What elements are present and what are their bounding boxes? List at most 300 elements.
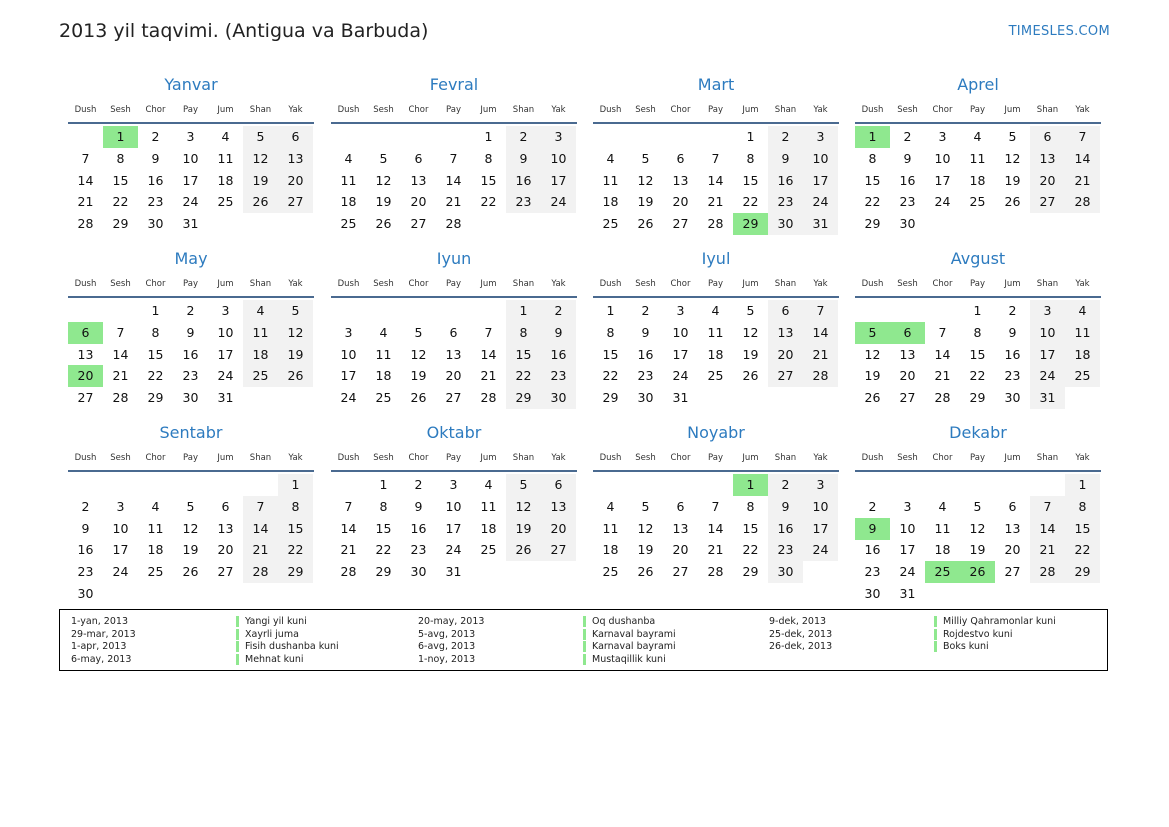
month-iyun	[331, 249, 577, 411]
day-cell: 3	[803, 126, 838, 148]
weekday-label: Jum	[1004, 279, 1021, 289]
day-cell: 20	[768, 344, 803, 366]
weekday-label: Sesh	[373, 453, 394, 463]
day-cell: 23	[182, 368, 199, 384]
day-cell: 2	[768, 126, 803, 148]
holiday-day-cell: 9	[855, 518, 890, 540]
day-cell: 23	[768, 191, 803, 213]
day-cell: 7	[243, 496, 278, 518]
day-cell: 9	[414, 498, 423, 514]
day-cell: 25	[707, 368, 724, 384]
day-cell: 10	[672, 324, 689, 340]
day-cell: 16	[410, 520, 427, 536]
weekday-label: Dush	[337, 453, 360, 463]
day-cell: 9	[1008, 324, 1017, 340]
day-cell: 16	[77, 542, 94, 558]
day-cell: 1	[746, 129, 755, 144]
day-cell: 21	[480, 368, 497, 384]
day-cell: 25	[969, 194, 986, 210]
day-cell: 29	[864, 216, 881, 232]
weekday-label: Yak	[1075, 105, 1090, 115]
day-cell: 18	[707, 346, 724, 362]
day-cell: 14	[480, 346, 497, 362]
weekday-label: Pay	[183, 105, 198, 115]
weekday-header	[593, 279, 839, 289]
day-cell: 27	[445, 390, 462, 406]
day-cell: 28	[803, 365, 838, 387]
day-cell: 17	[445, 520, 462, 536]
day-cell: 15	[375, 520, 392, 536]
day-cell: 17	[899, 542, 916, 558]
day-cell: 12	[637, 520, 654, 536]
day-cell: 18	[243, 344, 278, 366]
day-cell: 22	[602, 368, 619, 384]
day-cell: 14	[934, 346, 951, 362]
day-cell: 15	[864, 172, 881, 188]
day-cell: 17	[340, 368, 357, 384]
day-cell: 27	[672, 216, 689, 232]
day-cell: 24	[934, 194, 951, 210]
day-cell: 19	[410, 368, 427, 384]
day-cell: 11	[217, 150, 234, 166]
day-cell: 17	[803, 518, 838, 540]
day-cell: 21	[934, 368, 951, 384]
holiday-date: 5-avg, 2013	[418, 628, 476, 640]
day-cell: 9	[541, 322, 576, 344]
month-iyul	[593, 249, 839, 411]
day-cell: 25	[480, 542, 497, 558]
day-cell: 19	[637, 194, 654, 210]
day-cell: 9	[903, 150, 912, 166]
day-cell: 14	[112, 346, 129, 362]
day-cell: 29	[1065, 561, 1100, 583]
day-cell: 20	[1030, 170, 1065, 192]
day-cell: 12	[742, 324, 759, 340]
header-rule	[593, 122, 839, 124]
day-cell: 10	[217, 324, 234, 340]
day-cell: 27	[278, 191, 313, 213]
holiday-day-cell: 25	[925, 561, 960, 583]
day-cell: 12	[864, 346, 881, 362]
day-cell: 13	[410, 172, 427, 188]
day-cell: 22	[742, 542, 759, 558]
day-cell: 20	[217, 542, 234, 558]
day-cell: 8	[506, 322, 541, 344]
holiday-name: Oq dushanba	[583, 616, 655, 627]
day-cell: 18	[934, 542, 951, 558]
day-cell: 4	[344, 150, 353, 166]
day-cell: 9	[151, 150, 160, 166]
day-cell: 29	[969, 390, 986, 406]
day-cell: 18	[602, 542, 619, 558]
holiday-date: 20-may, 2013	[418, 616, 485, 627]
day-cell: 12	[969, 520, 986, 536]
day-cell: 21	[707, 542, 724, 558]
weekday-label: Yak	[288, 279, 303, 289]
day-cell: 2	[541, 300, 576, 322]
day-cell: 8	[868, 150, 877, 166]
weekday-label: Jum	[217, 453, 234, 463]
day-cell: 18	[147, 542, 164, 558]
holiday-name: Xayrli juma	[236, 629, 299, 640]
header-rule	[68, 296, 314, 298]
day-cell: 12	[243, 148, 278, 170]
day-cell: 24	[672, 368, 689, 384]
day-cell: 30	[768, 213, 803, 235]
day-cell: 24	[340, 390, 357, 406]
day-cell: 3	[903, 498, 912, 514]
day-cell: 7	[484, 324, 493, 340]
day-cell: 10	[445, 498, 462, 514]
day-cell: 18	[217, 172, 234, 188]
day-cell: 26	[375, 216, 392, 232]
weekday-label: Dush	[337, 105, 360, 115]
day-cell: 23	[506, 191, 541, 213]
weekday-label: Pay	[446, 453, 461, 463]
day-cell: 12	[375, 172, 392, 188]
weekday-label: Chor	[670, 453, 691, 463]
day-cell: 3	[803, 474, 838, 496]
day-cell: 15	[602, 346, 619, 362]
day-cell: 31	[445, 564, 462, 580]
day-cell: 23	[410, 542, 427, 558]
day-cell: 7	[116, 324, 125, 340]
day-cell: 26	[278, 365, 313, 387]
day-cell: 25	[147, 564, 164, 580]
header-rule	[68, 122, 314, 124]
day-cell: 5	[973, 498, 982, 514]
weekday-label: Yak	[813, 453, 828, 463]
day-cell: 3	[1030, 300, 1065, 322]
weekday-label: Yak	[813, 105, 828, 115]
day-cell: 30	[147, 216, 164, 232]
day-cell: 22	[112, 194, 129, 210]
holiday-list	[59, 609, 1108, 671]
day-cell: 28	[707, 216, 724, 232]
day-cell: 21	[77, 194, 94, 210]
holiday-day-cell: 6	[68, 322, 103, 344]
weekday-label: Shan	[249, 279, 272, 289]
day-cell: 19	[278, 344, 313, 366]
day-cell: 20	[541, 518, 576, 540]
day-cell: 8	[1065, 496, 1100, 518]
day-cell: 22	[506, 365, 541, 387]
day-cell: 28	[934, 390, 951, 406]
header-rule	[855, 470, 1101, 472]
day-cell: 9	[641, 324, 650, 340]
day-cell: 30	[182, 390, 199, 406]
day-cell: 21	[1030, 539, 1065, 561]
day-cell: 26	[742, 368, 759, 384]
day-cell: 13	[278, 148, 313, 170]
day-cell: 19	[243, 170, 278, 192]
day-cell: 16	[864, 542, 881, 558]
site-link[interactable]: TIMESLES.COM	[1008, 24, 1110, 39]
weekday-label: Pay	[446, 279, 461, 289]
holiday-name: Karnaval bayrami	[583, 629, 676, 640]
day-cell: 31	[803, 213, 838, 235]
day-cell: 3	[938, 129, 947, 144]
weekday-label: Yak	[288, 105, 303, 115]
day-cell: 13	[217, 520, 234, 536]
weekday-label: Jum	[1004, 453, 1021, 463]
holiday-day-cell: 26	[960, 561, 995, 583]
weekday-label: Shan	[512, 453, 535, 463]
day-cell: 26	[864, 390, 881, 406]
day-cell: 24	[217, 368, 234, 384]
holiday-date: 1-apr, 2013	[71, 641, 127, 653]
weekday-label: Pay	[708, 453, 723, 463]
day-cell: 30	[899, 216, 916, 232]
day-cell: 17	[112, 542, 129, 558]
day-cell: 2	[506, 126, 541, 148]
day-cell: 6	[768, 300, 803, 322]
holiday-name: Yangi yil kuni	[236, 616, 307, 627]
day-cell: 10	[340, 346, 357, 362]
day-cell: 17	[182, 172, 199, 188]
day-cell: 16	[768, 170, 803, 192]
day-cell: 31	[672, 390, 689, 406]
day-cell: 16	[147, 172, 164, 188]
day-cell: 7	[711, 150, 720, 166]
day-cell: 17	[217, 346, 234, 362]
weekday-label: Jum	[742, 279, 759, 289]
day-cell: 8	[606, 324, 615, 340]
holiday-name: Rojdestvo kuni	[934, 629, 1013, 640]
day-cell: 13	[1004, 520, 1021, 536]
weekday-label: Pay	[970, 453, 985, 463]
day-cell: 1	[484, 129, 493, 144]
day-cell: 3	[344, 324, 353, 340]
weekday-label: Chor	[408, 279, 429, 289]
day-cell: 20	[1004, 542, 1021, 558]
day-cell: 6	[1008, 498, 1017, 514]
day-cell: 12	[182, 520, 199, 536]
weekday-label: Dush	[599, 453, 622, 463]
day-cell: 21	[445, 194, 462, 210]
weekday-label: Pay	[970, 105, 985, 115]
day-cell: 2	[868, 498, 877, 514]
day-cell: 10	[541, 148, 576, 170]
day-cell: 2	[414, 477, 423, 492]
holiday-day-cell: 20	[68, 365, 103, 387]
weekday-label: Yak	[1075, 279, 1090, 289]
day-cell: 4	[973, 129, 982, 144]
day-cell: 28	[112, 390, 129, 406]
day-cell: 8	[151, 324, 160, 340]
weekday-label: Shan	[774, 105, 797, 115]
day-cell: 5	[506, 474, 541, 496]
day-cell: 11	[707, 324, 724, 340]
day-cell: 5	[186, 498, 195, 514]
month-name: Yanvar	[164, 75, 218, 94]
header-rule	[593, 470, 839, 472]
weekday-label: Chor	[408, 453, 429, 463]
day-cell: 24	[803, 539, 838, 561]
month-name: Mart	[697, 75, 735, 94]
day-cell: 24	[899, 564, 916, 580]
day-cell: 13	[899, 346, 916, 362]
day-cell: 14	[340, 520, 357, 536]
day-cell: 21	[112, 368, 129, 384]
day-cell: 27	[410, 216, 427, 232]
weekday-label: Jum	[217, 279, 234, 289]
weekday-label: Dush	[861, 105, 884, 115]
weekday-label: Pay	[708, 279, 723, 289]
weekday-header	[593, 453, 839, 463]
weekday-header	[68, 453, 314, 463]
day-cell: 23	[541, 365, 576, 387]
day-cell: 27	[217, 564, 234, 580]
header-rule	[593, 296, 839, 298]
day-cell: 11	[602, 520, 619, 536]
day-cell: 5	[1008, 129, 1017, 144]
month-sentabr	[68, 423, 314, 601]
day-cell: 8	[746, 498, 755, 514]
day-cell: 24	[182, 194, 199, 210]
day-cell: 1	[973, 303, 982, 318]
day-cell: 9	[186, 324, 195, 340]
day-cell: 30	[1004, 390, 1021, 406]
weekday-label: Shan	[512, 279, 535, 289]
day-cell: 8	[278, 496, 313, 518]
weekday-label: Sesh	[373, 279, 394, 289]
weekday-header	[331, 453, 577, 463]
holiday-day-cell: 1	[103, 126, 138, 148]
weekday-label: Shan	[249, 453, 272, 463]
day-cell: 29	[375, 564, 392, 580]
weekday-label: Sesh	[110, 105, 131, 115]
day-cell: 24	[445, 542, 462, 558]
day-cell: 13	[672, 520, 689, 536]
day-cell: 1	[1065, 474, 1100, 496]
day-cell: 20	[445, 368, 462, 384]
header-rule	[855, 296, 1101, 298]
weekday-label: Chor	[932, 279, 953, 289]
weekday-label: Dush	[337, 279, 360, 289]
day-cell: 29	[602, 390, 619, 406]
day-cell: 2	[641, 303, 650, 318]
day-cell: 5	[379, 150, 388, 166]
day-cell: 27	[672, 564, 689, 580]
day-cell: 15	[480, 172, 497, 188]
day-cell: 11	[375, 346, 392, 362]
day-cell: 21	[340, 542, 357, 558]
day-cell: 15	[147, 346, 164, 362]
holiday-date: 6-avg, 2013	[418, 641, 476, 653]
day-cell: 6	[541, 474, 576, 496]
day-cell: 5	[746, 303, 755, 318]
day-cell: 4	[221, 129, 230, 144]
day-cell: 12	[278, 322, 313, 344]
weekday-label: Pay	[446, 105, 461, 115]
day-cell: 18	[602, 194, 619, 210]
day-cell: 5	[414, 324, 423, 340]
day-cell: 4	[1065, 300, 1100, 322]
day-cell: 1	[278, 474, 313, 496]
weekday-label: Sesh	[373, 105, 394, 115]
day-cell: 13	[541, 496, 576, 518]
month-aprel	[855, 75, 1101, 237]
month-name: Noyabr	[687, 423, 745, 442]
day-cell: 26	[1004, 194, 1021, 210]
day-cell: 19	[637, 542, 654, 558]
day-cell: 7	[1030, 496, 1065, 518]
day-cell: 4	[711, 303, 720, 318]
holiday-day-cell: 1	[855, 126, 890, 148]
day-cell: 26	[637, 564, 654, 580]
day-cell: 28	[1030, 561, 1065, 583]
day-cell: 22	[1065, 539, 1100, 561]
day-cell: 2	[903, 129, 912, 144]
weekday-label: Yak	[551, 453, 566, 463]
day-cell: 14	[707, 520, 724, 536]
month-name: Fevral	[429, 75, 479, 94]
day-cell: 6	[414, 150, 423, 166]
weekday-label: Sesh	[897, 105, 918, 115]
day-cell: 7	[344, 498, 353, 514]
day-cell: 28	[445, 216, 462, 232]
day-cell: 26	[410, 390, 427, 406]
day-cell: 10	[182, 150, 199, 166]
weekday-label: Dush	[74, 279, 97, 289]
day-cell: 21	[707, 194, 724, 210]
day-cell: 11	[1065, 322, 1100, 344]
weekday-label: Chor	[145, 105, 166, 115]
day-cell: 4	[379, 324, 388, 340]
day-cell: 19	[864, 368, 881, 384]
day-cell: 2	[151, 129, 160, 144]
day-cell: 2	[186, 303, 195, 318]
day-cell: 11	[934, 520, 951, 536]
weekday-header	[593, 105, 839, 115]
day-cell: 6	[676, 498, 685, 514]
day-cell: 22	[864, 194, 881, 210]
day-cell: 4	[606, 150, 615, 166]
day-cell: 13	[768, 322, 803, 344]
month-mart	[593, 75, 839, 237]
holiday-name: Boks kuni	[934, 641, 989, 652]
day-cell: 8	[973, 324, 982, 340]
day-cell: 18	[480, 520, 497, 536]
day-cell: 18	[969, 172, 986, 188]
month-name: Iyul	[701, 249, 731, 268]
day-cell: 25	[602, 216, 619, 232]
day-cell: 30	[768, 561, 803, 583]
day-cell: 1	[379, 477, 388, 492]
header-rule	[855, 122, 1101, 124]
day-cell: 9	[768, 496, 803, 518]
day-cell: 25	[217, 194, 234, 210]
day-cell: 26	[243, 191, 278, 213]
day-cell: 28	[340, 564, 357, 580]
day-cell: 19	[742, 346, 759, 362]
day-cell: 15	[969, 346, 986, 362]
day-cell: 12	[1004, 150, 1021, 166]
day-cell: 7	[803, 300, 838, 322]
day-cell: 15	[506, 344, 541, 366]
day-cell: 11	[480, 498, 497, 514]
holiday-date: 9-dek, 2013	[769, 616, 827, 627]
day-cell: 27	[1004, 564, 1021, 580]
day-cell: 8	[484, 150, 493, 166]
weekday-label: Chor	[670, 279, 691, 289]
weekday-label: Dush	[861, 279, 884, 289]
day-cell: 3	[449, 477, 458, 492]
weekday-label: Sesh	[635, 279, 656, 289]
weekday-label: Sesh	[897, 453, 918, 463]
day-cell: 25	[1065, 365, 1100, 387]
